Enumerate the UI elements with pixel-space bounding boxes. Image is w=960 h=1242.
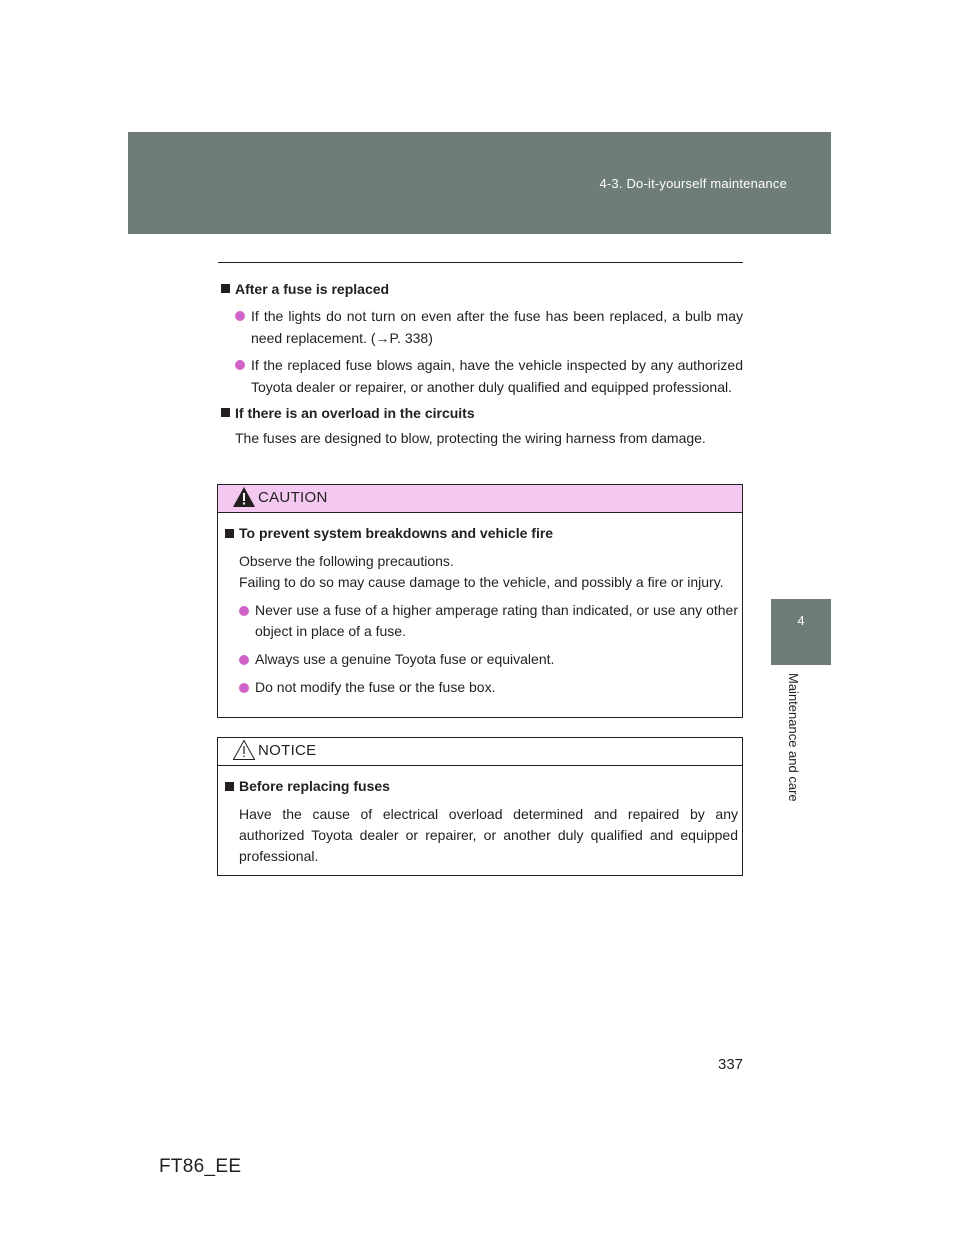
list-item: Do not modify the fuse or the fuse box. [239, 677, 738, 698]
notice-body [218, 766, 742, 867]
notice-box [217, 737, 743, 876]
caution-heading: To prevent system breakdowns and vehicle fire [222, 523, 738, 544]
document-code: FT86_EE [159, 1156, 242, 1177]
caution-box [217, 484, 743, 718]
list-item: If the lights do not turn on even after the fuse has been replaced, a bulb may need replacement. (→P. 338) [235, 305, 743, 349]
list-item: Always use a genuine Toyota fuse or equivalent. [239, 649, 738, 670]
top-rule [218, 262, 743, 263]
warning-outline-icon [232, 739, 256, 761]
notice-heading: Before replacing fuses [222, 776, 738, 797]
chapter-number: 4 [797, 613, 805, 628]
section-heading: After a fuse is replaced [218, 278, 743, 300]
list-item: If the replaced fuse blows again, have the vehicle inspected by any authorized Toyota dealer or repairer, or another duly qualified and equipped professional. [235, 354, 743, 398]
warning-filled-icon [232, 486, 256, 508]
chapter-label: Maintenance and care [786, 673, 801, 802]
paragraph: Failing to do so may cause damage to the vehicle, and possibly a fire or injury. [239, 574, 724, 590]
paragraph: Observe the following precautions. [239, 553, 454, 569]
notice-title: NOTICE [258, 742, 317, 759]
section-title: 4-3. Do-it-yourself maintenance [599, 176, 787, 191]
list-item: Never use a fuse of a higher amperage rating than indicated, or use any other object in place of a fuse. [239, 600, 738, 642]
paragraph: Have the cause of electrical overload determined and repaired by any authorized Toyota dealer or repairer, or another duly qualified and equipped professional. [239, 806, 738, 864]
main-content [218, 278, 743, 449]
caution-body [218, 513, 742, 698]
chapter-tab [771, 599, 831, 665]
header-band [128, 132, 831, 234]
page-number: 337 [718, 1056, 744, 1073]
caution-header [218, 485, 742, 513]
paragraph: The fuses are designed to blow, protecting the wiring harness from damage. [235, 430, 706, 446]
caution-title: CAUTION [258, 489, 328, 506]
notice-header [218, 738, 742, 766]
section-heading: If there is an overload in the circuits [218, 402, 743, 424]
